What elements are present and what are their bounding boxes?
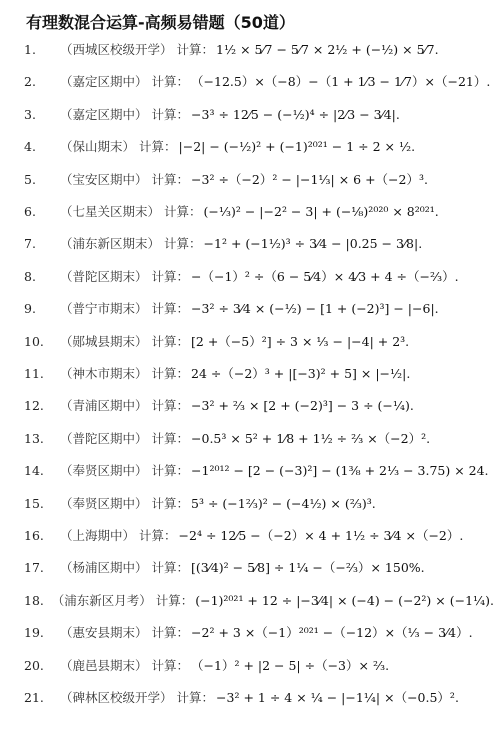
problem-label: 计算： [155,593,194,608]
problem-number: 17. [24,559,44,575]
problem-source: （浦东新区月考） [51,593,152,608]
problem-source: （奉贤区期中） [60,496,148,511]
problem-source: （杨浦区期中） [60,560,148,575]
page-title: 有理数混合运算-高频易错题（50道） [26,13,295,32]
problem-label: 计算： [151,560,190,575]
problem-label: 计算： [151,431,190,446]
problem-number: 18. [24,592,44,608]
problem-source: （浦东新区期末） [60,236,161,251]
problem-label: 计算： [151,334,190,349]
problem-source: （上海期中） [60,528,136,543]
problem-number: 9. [24,300,36,316]
problem-source: （普宁市期末） [60,301,148,316]
problem-item [24,37,494,61]
problem-source: （宝安区期中） [60,172,148,187]
problem-label: 计算： [151,301,190,316]
problem-item [24,653,494,677]
problem-source: （郧城县期末） [60,334,148,349]
problem-item [24,588,494,612]
problem-expression: 24 ÷（−2）³ + |[−3)² + 5] × |−½|. [191,366,411,381]
problem-expression: （−1）² + |2 − 5| ÷（−3）× ⅔. [191,658,390,673]
problem-number: 12. [24,397,44,413]
problem-expression: −2² + 3 ×（−1）²⁰²¹ −（−12）×（⅓ − 3⁄4）. [191,625,473,640]
problem-label: 计算： [151,172,190,187]
problem-number: 15. [24,495,44,511]
problem-expression: −3³ ÷ 12⁄5 − (−½)⁴ ÷ |2⁄3 − 3⁄4|. [191,106,400,122]
problem-expression: 5³ ÷ (−1⅔)² − (−4½) × (⅔)³. [191,495,376,511]
problem-expression: −3² ÷ 3⁄4 × (−½) − [1 + (−2)³] − |−6|. [191,300,439,316]
problem-source: （碑林区校级开学） [60,690,173,705]
problem-label: 计算： [176,690,215,705]
problem-source: （嘉定区期中） [60,74,148,89]
problem-item [24,167,494,191]
problem-label: 计算： [176,42,215,57]
problem-expression: −1²⁰¹² − [2 − (−3)²] − (1⅜ + 2⅓ − 3.75) × 24. [191,462,489,478]
problem-expression: |−2| − (−½)² + (−1)²⁰²¹ − 1 ÷ 2 × ½. [178,138,416,154]
problem-item [24,69,494,93]
problem-source: （保山期末） [60,139,136,154]
problem-item [24,491,494,515]
problem-item [24,361,494,385]
problem-number: 6. [24,203,36,219]
problem-number: 10. [24,333,44,349]
problem-label: 计算： [139,528,177,543]
problem-label: 计算： [151,658,190,673]
problem-number: 3. [24,106,36,122]
problem-source: （神木市期末） [60,366,148,381]
problem-expression: −3² ÷（−2）² − |−1⅓| × 6 +（−2）³. [191,172,428,187]
problem-number: 5. [24,171,36,187]
problem-item [24,555,494,579]
problem-expression: 1½ × 5⁄7 − 5⁄7 × 2½ + (−½) × 5⁄7. [216,41,439,57]
problem-number: 21. [24,689,44,705]
problem-source: （青浦区期中） [60,398,148,413]
problem-source: （惠安县期末） [60,625,148,640]
problem-item [24,296,494,320]
problem-expression: (−1)²⁰²¹ + 12 ÷ |−3⁄4| × (−4) − (−2²) × (−1¼). [195,592,494,608]
problem-item [24,102,494,126]
problem-number: 20. [24,657,44,673]
problem-number: 7. [24,235,36,251]
problem-source: （普陀区期末） [60,269,148,284]
problem-number: 2. [24,73,36,89]
problem-source: （嘉定区期中） [60,107,148,122]
problem-number: 8. [24,268,36,284]
problem-label: 计算： [164,236,202,251]
problem-item [24,523,494,547]
problem-item [24,134,494,158]
problem-item [24,329,494,353]
problem-expression: −2⁴ ÷ 12⁄5 −（−2）× 4 + 1½ ÷ 3⁄4 ×（−2）. [178,528,464,543]
problem-expression: [(3⁄4)² − 5⁄8] ÷ 1¼ −（−⅔）× 150%. [191,560,425,575]
problem-number: 11. [24,365,44,381]
problem-expression: −0.5³ × 5² + 1⁄8 + 1½ ÷ ⅔ ×（−2）². [191,431,431,446]
problem-expression: (−⅓)² − |−2² − 3| + (−⅛)²⁰²⁰ × 8²⁰²¹. [203,203,439,219]
problem-number: 16. [24,527,44,543]
problem-expression: −（−1）² ÷（6 − 5⁄4）× 4⁄3 + 4 ÷（−⅔）. [191,269,459,284]
problem-item [24,685,494,709]
problem-item [24,199,494,223]
problem-number: 1. [24,41,36,57]
problem-label: 计算： [139,139,177,154]
problem-expression: −1² + (−1½)³ ÷ 3⁄4 − |0.25 − 3⁄8|. [203,235,423,251]
problem-item [24,620,494,644]
problem-source: （普陀区期中） [60,431,148,446]
problem-item [24,458,494,482]
problem-expression: −3² + ⅔ × [2 + (−2)³] − 3 ÷ (−¼). [191,397,414,413]
problem-item [24,264,494,288]
problem-source: （西城区校级开学） [60,42,173,57]
problem-source: （鹿邑县期末） [60,658,148,673]
problem-expression: −3² + 1 ÷ 4 × ¼ − |−1¼| ×（−0.5）². [216,690,459,705]
problem-item [24,426,494,450]
problem-label: 计算： [151,74,190,89]
problem-item [24,231,494,255]
problem-number: 14. [24,462,44,478]
problem-label: 计算： [151,366,190,381]
problem-label: 计算： [151,625,190,640]
problem-label: 计算： [151,398,190,413]
problem-number: 4. [24,138,36,154]
problem-label: 计算： [151,107,190,122]
problem-label: 计算： [164,204,202,219]
problem-item [24,393,494,417]
problem-expression: [2 +（−5）²] ÷ 3 × ⅓ − |−4| + 2³. [191,334,410,349]
problem-source: （奉贤区期中） [60,463,148,478]
problem-source: （七星关区期末） [60,204,161,219]
problem-expression: （−12.5）×（−8）−（1 + 1⁄3 − 1⁄7）×（−21）. [191,74,491,89]
problem-number: 13. [24,430,44,446]
problem-label: 计算： [151,463,190,478]
problem-number: 19. [24,624,44,640]
problem-label: 计算： [151,269,190,284]
problem-label: 计算： [151,496,190,511]
